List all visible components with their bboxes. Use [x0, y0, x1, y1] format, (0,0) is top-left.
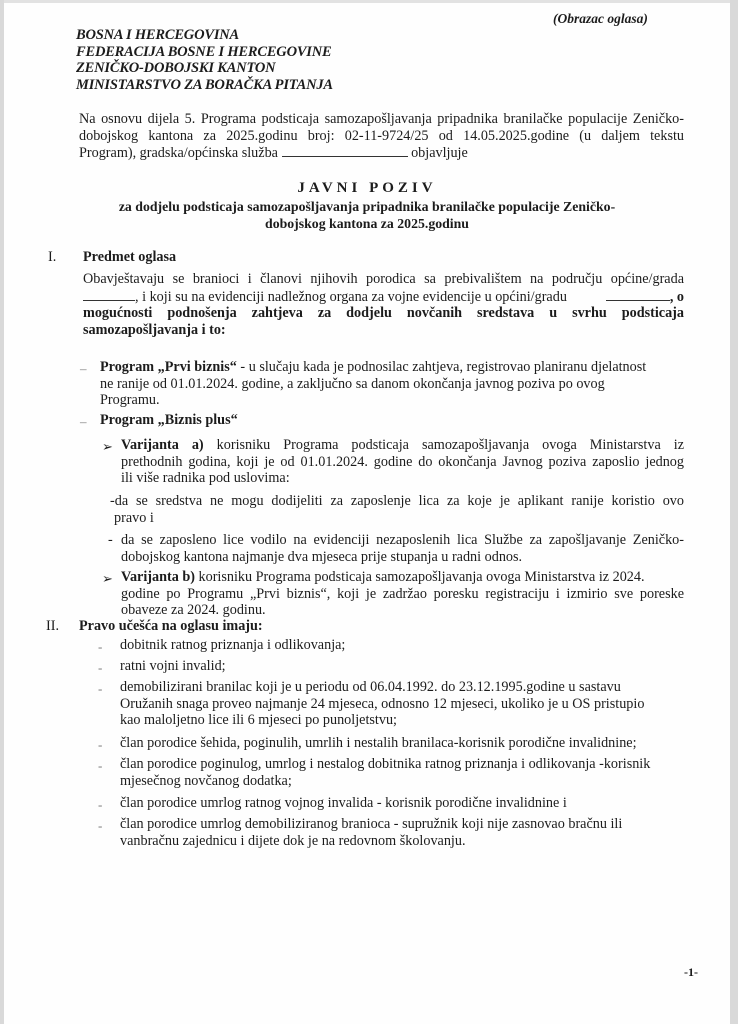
- header-line: BOSNA I HERCEGOVINA: [76, 27, 240, 43]
- intro-paragraph: [79, 111, 684, 162]
- page-number: -1-: [684, 965, 698, 979]
- variant-a-condition-2: da se zaposleno lice vodilo na evidenciji nezaposlenih lica Službe za zapošljavanje Zeničko- dobojskog kantona najmanje dva mjeseca prije stupanja u radni odnos.: [121, 532, 684, 565]
- eligibility-item: ratni vojni invalid;: [120, 658, 226, 674]
- dash-bullet: -: [98, 660, 103, 675]
- municipality-blank-2: [606, 288, 670, 301]
- section-1-title: Predmet oglasa: [83, 249, 177, 265]
- section-1-paragraph: Obavještavaju se branioci i članovi njihovih porodica sa prebivalištem na području općine/grada , i koji su na evidenciji nadležnog organa za vojne evidencije u općini/gradu , o mogućnosti podnošenja zahtjeva za dodjelu novčanih sredstava u svrhu podsticaja samozapošljavanja i to:: [83, 271, 684, 338]
- program-prvi-biznis: Program „Prvi biznis“ - u slučaju kada je podnosilac zahtjeva, registrovao planiranu djelatnost ne ranije od 01.01.2024. godine, a zaključno sa danom okončanja javnog poziva po ovog Programu.: [100, 359, 647, 408]
- header-line: FEDERACIJA BOSNE I HERCEGOVINE: [76, 43, 332, 60]
- intro-line: Program), gradska/općinska služba objavljuje: [79, 145, 468, 161]
- eligibility-item: član porodice šehida, poginulih, umrlih i nestalih branilaca-korisnik porodične invalidnine;: [120, 735, 637, 751]
- header-line: MINISTARSTVO ZA BORAČKA PITANJA: [76, 76, 333, 93]
- section-2-title: Pravo učešća na oglasu imaju:: [79, 618, 263, 634]
- intro-line: dobojskog kantona za 2025.godinu broj: 02-11-9724/25 od 14.05.2025.godine (u daljem tekstu: [79, 127, 684, 144]
- dash-bullet: –: [80, 414, 87, 429]
- intro-line: Na osnovu dijela 5. Programa podsticaja samozapošljavanja pripadnika branilačke populacije Zeničko-: [79, 111, 684, 127]
- eligibility-item: član porodice umrlog ratnog vojnog invalida - korisnik porodične invalidnine i: [120, 795, 567, 811]
- form-label: (Obrazac oglasa): [553, 11, 648, 26]
- eligibility-item: član porodice umrlog demobiliziranog branioca - supružnik koji nije zasnovao bračnu ili vanbračnu zajednicu i dijete dok je na redovnom školovanju.: [120, 816, 623, 849]
- arrow-bullet-icon: ➢: [102, 439, 113, 454]
- variant-a-condition-1: -da se sredstva ne mogu dodijeliti za zaposlenje lica za koje je aplikant ranije koristio ovo pravo i: [110, 493, 684, 526]
- eligibility-item: član porodice poginulog, umrlog i nestalog dobitnika ratnog priznanja i odlikovanja -korisnik mjesečnog novčanog dodatka;: [120, 756, 651, 789]
- institution-header: [76, 27, 333, 93]
- variant-b: Varijanta b) korisniku Programa podsticaja samozapošljavanja ovoga Ministarstva iz 2024. godine po Programu „Prvi biznis“, koji je zadržao poresku registraciju i izmirio sve poreske obaveze za 2024. godinu.: [121, 569, 684, 618]
- variant-a: Varijanta a) korisniku Programa podsticaja samozapošljavanja ovoga Ministarstva iz prethodnih godina, koji je od 01.01.2024. godine do okončanja Javnog poziva zaposlio jednog ili više radnika pod uslovima:: [121, 437, 684, 486]
- dash-bullet: –: [80, 361, 87, 376]
- dash-bullet: -: [108, 532, 113, 548]
- eligibility-item: demobilizirani branilac koji je u periodu od 06.04.1992. do 23.12.1995.godine u sastavu Oružanih snaga proveo najmanje 24 mjeseca, odnosno 12 mjeseci, ukoliko je u OS pristupio kao maloljetno lice ili 6 mjeseci po punoljetstvu;: [120, 679, 645, 728]
- dash-bullet: -: [98, 797, 103, 812]
- eligibility-item: dobitnik ratnog priznanja i odlikovanja;: [120, 637, 346, 653]
- arrow-bullet-icon: ➢: [102, 571, 113, 586]
- section-1-heading: I.: [48, 249, 57, 265]
- dash-bullet: -: [98, 737, 103, 752]
- service-name-blank: [282, 144, 408, 157]
- program-biznis-plus: Program „Biznis plus“: [100, 412, 238, 428]
- document-subtitle: za dodjelu podsticaja samozapošljavanja pripadnika branilačke populacije Zeničko- dobojskog kantona za 2025.godinu: [118, 199, 616, 231]
- dash-bullet: -: [98, 758, 103, 773]
- document-page: [4, 0, 730, 1024]
- header-line: ZENIČKO-DOBOJSKI KANTON: [76, 60, 276, 76]
- section-2-heading: II.: [46, 618, 59, 634]
- dash-bullet: -: [98, 681, 103, 696]
- document-title: JAVNI POZIV: [297, 180, 437, 196]
- municipality-blank: [83, 288, 135, 301]
- dash-bullet: -: [98, 818, 103, 833]
- dash-bullet: -: [98, 639, 103, 654]
